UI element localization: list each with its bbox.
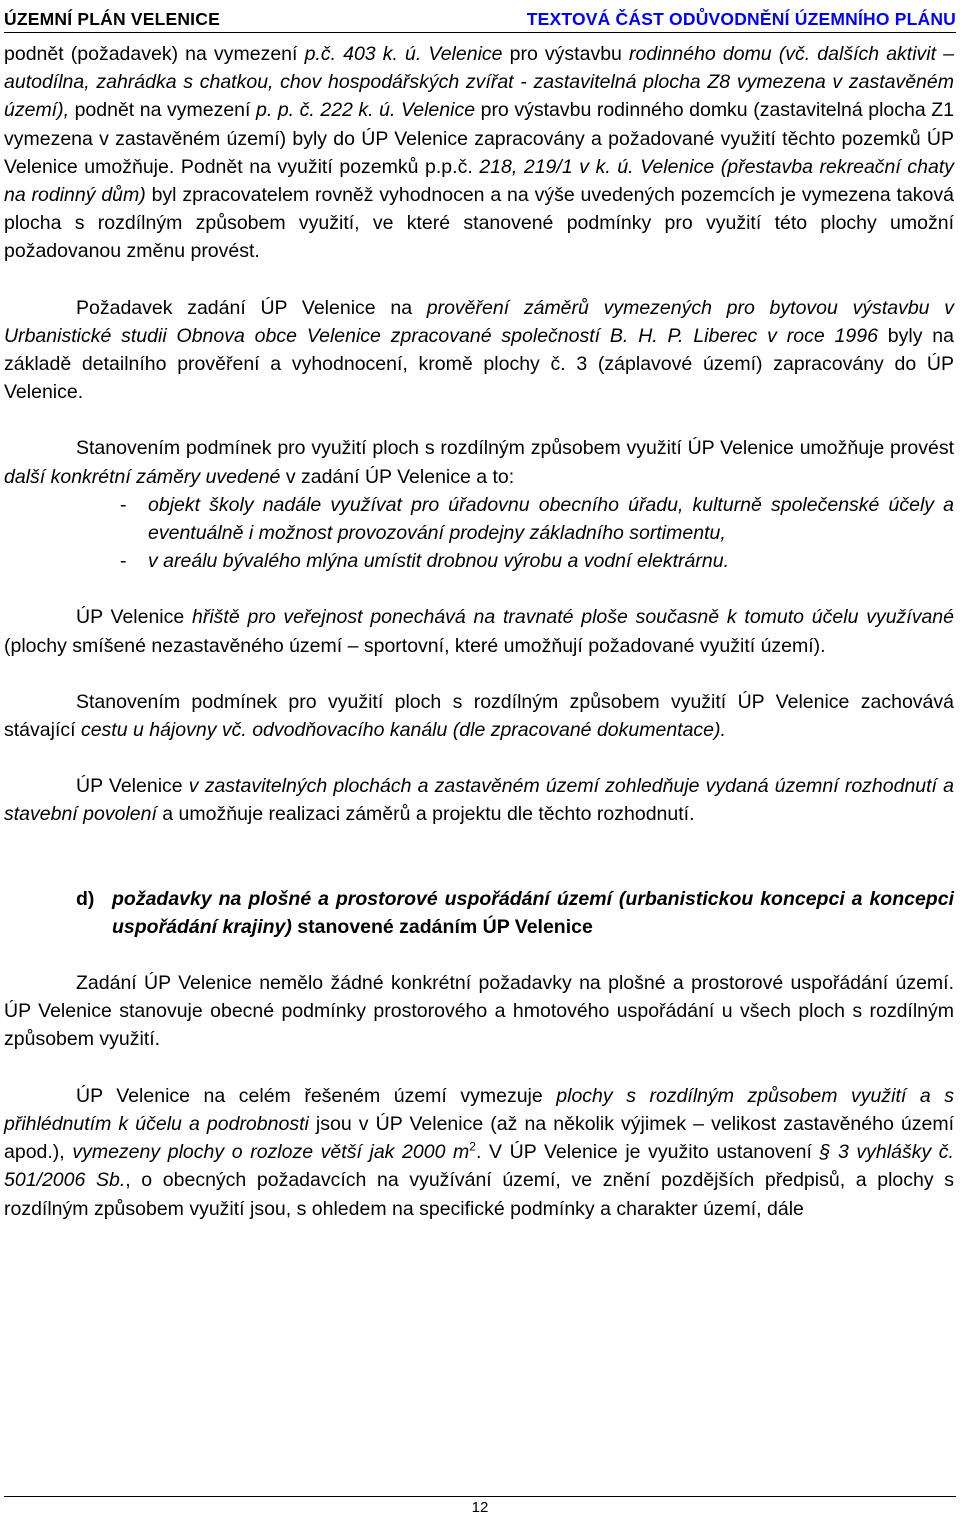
section-heading xyxy=(4,885,954,941)
paragraph-proposals xyxy=(4,40,954,266)
paragraph-urban-study xyxy=(4,294,954,407)
emphasis: plochy s rozdílným způsobem využití a s přihlédnutím k účelu a podrobnosti xyxy=(4,1084,954,1135)
emphasis: další konkrétní záměry uvedené xyxy=(4,465,281,488)
text: ÚP Velenice xyxy=(76,606,193,629)
text: byly na základě detailního prověření a vyhodnocení, kromě plochy č. 3 (záplavové území) zapracovány do ÚP Velenice. xyxy=(4,324,955,404)
footer-rule xyxy=(4,1496,956,1497)
text: Požadavek zadání ÚP Velenice na xyxy=(76,296,427,319)
emphasis: p. p. č. 222 k. ú. Velenice xyxy=(256,99,476,122)
text: . V ÚP Velenice je využito ustanovení xyxy=(475,1141,820,1164)
page-header xyxy=(4,6,956,33)
paragraph-areas xyxy=(4,1082,954,1223)
text: Stanovením podmínek pro využití ploch s rozdílným způsobem využití ÚP Velenice umožňuje provést xyxy=(76,437,954,460)
heading-emphasis: požadavky na plošné a prostorové uspořádání území (urbanistickou koncepci a koncepci uspořádání krajiny) xyxy=(112,887,954,938)
list-item xyxy=(4,547,954,575)
emphasis: vymezeny plochy o rozloze větší jak 2000 m xyxy=(72,1141,470,1164)
emphasis: 218, 219/1 v k. ú. Velenice (přestavba rekreační chaty na rodinný dům) xyxy=(4,155,954,207)
text: a umožňuje realizaci záměrů a projektu dle těchto rozhodnutí. xyxy=(156,803,695,826)
section-title: TEXTOVÁ ČÁST ODŮVODNĚNÍ ÚZEMNÍHO PLÁNU xyxy=(526,8,956,29)
heading-text: stanovené zadáním ÚP Velenice xyxy=(291,915,593,938)
emphasis: § 3 vyhlášky č. 501/2006 Sb. xyxy=(4,1141,954,1192)
paragraph-spatial xyxy=(4,969,954,1054)
paragraph-further-plans xyxy=(4,434,954,490)
emphasis: v zastavitelných plochách a zastavěném území zohledňuje vydaná územní rozhodnutí a stavební povolení xyxy=(4,775,954,826)
dash-bullet: - xyxy=(120,493,127,516)
heading-number: d) xyxy=(76,887,95,910)
emphasis: p.č. 403 k. ú. Velenice xyxy=(304,43,503,65)
document-title: ÚZEMNÍ PLÁN VELENICE xyxy=(4,8,220,29)
text: , o obecných požadavcích na využívání území, ve znění pozdějších předpisů, a plochy s rozdílným způsobem využití jsou, s ohledem na specifické podmínky a charakter území, dále xyxy=(4,1169,954,1220)
emphasis: hřiště pro veřejnost ponechává na travnaté ploše současně k tomuto účelu využívané xyxy=(192,606,954,629)
page-number: 12 xyxy=(471,1499,489,1516)
text: byl zpracovatelem rovněž vyhodnocen a na výše uvedených pozemcích je vymezena taková plocha s rozdílným způsobem využití, ve které stanovené podmínky pro využití této plochy umožní požadovanou změnu provést. xyxy=(4,184,954,263)
text: jsou v ÚP Velenice (až na několik výjimek – velikost zastavěného území apod.), xyxy=(4,1112,955,1164)
text: Zadání ÚP Velenice nemělo žádné konkrétní požadavky na plošné a prostorové uspořádání území. ÚP Velenice stanovuje obecné podmínky prostorového a hmotového uspořádání u všech ploch s rozdílným způsobem využití. xyxy=(4,972,954,1051)
text: pro výstavbu xyxy=(502,43,630,65)
list-item-text: objekt školy nadále využívat pro úřadovnu obecního úřadu, kulturně společenské účely a eventuálně i možnost provozování prodejny základního sortimentu, xyxy=(148,493,954,545)
text: podnět (požadavek) na vymezení xyxy=(4,43,305,65)
text: v zadání ÚP Velenice a to: xyxy=(280,465,515,488)
emphasis: prověření záměrů vymezených pro bytovou výstavbu v Urbanistické studii Obnova obce Velenice zpracované společností B. H. P. Liberec v roce 1996 xyxy=(4,296,954,347)
text: pro výstavbu rodinného domku (zastavitelná plocha Z1 vymezena v zastavěném území) byly do ÚP Velenice zapracovány a požadované využití těchto pozemků ÚP Velenice umožňuje. Podnět na využití pozemků p.p.č. xyxy=(4,99,954,178)
emphasis: cestu u hájovny vč. odvodňovacího kanálu (dle zpracované dokumentace). xyxy=(80,719,726,742)
list-item xyxy=(4,491,954,547)
dash-bullet: - xyxy=(120,550,127,573)
plans-list xyxy=(4,491,954,576)
text: Stanovením podmínek pro využití ploch s rozdílným způsobem využití ÚP Velenice zachovává stávající xyxy=(4,690,954,742)
document-body xyxy=(4,40,954,1223)
paragraph-path xyxy=(4,688,954,744)
paragraph-decisions xyxy=(4,772,954,828)
list-item-text: v areálu bývalého mlýna umístit drobnou výrobu a vodní elektrárnu. xyxy=(148,550,729,573)
text: (plochy smíšené nezastavěného území – sportovní, které umožňují požadované využití území). xyxy=(4,634,826,657)
text: ÚP Velenice xyxy=(76,775,189,798)
text: podnět na vymezení xyxy=(69,99,256,122)
paragraph-playground xyxy=(4,603,954,659)
superscript: 2 xyxy=(469,1139,476,1154)
emphasis: rodinného domu (vč. dalších aktivit – autodílna, zahrádka s chatkou, chov hospodářských zvířat - zastavitelná plocha Z8 vymezena v zastavěném území), xyxy=(4,43,955,122)
text: ÚP Velenice na celém řešeném území vymezuje xyxy=(76,1084,557,1107)
